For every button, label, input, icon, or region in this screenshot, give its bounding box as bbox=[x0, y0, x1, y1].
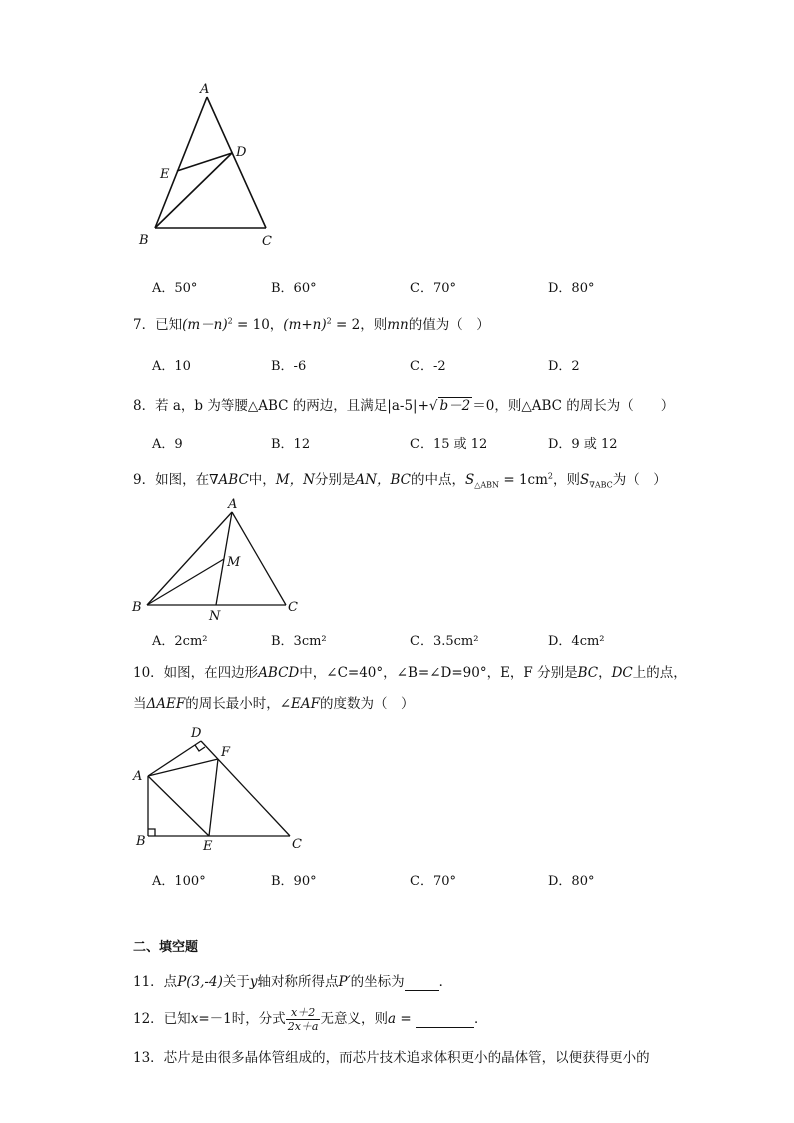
q7-stem: 7．已知$(m-n)^2 = 10$，$(m+n)^2 = 2$，则mn的值为（ ） bbox=[133, 316, 490, 333]
q10-segment-ef bbox=[209, 759, 218, 836]
q10-segment-ae bbox=[148, 776, 209, 836]
q7-option-a[interactable]: A．10 bbox=[152, 359, 191, 374]
q8-stem: 8．若 a，b 为等腰△ABC 的两边，且满足|a-5|+√ b－2 ＝0，则△ABC 的周长为（ ） bbox=[133, 398, 675, 414]
q9-label-b: B bbox=[132, 600, 142, 615]
q11-stem: 11．点P(3,-4)关于y轴对称所得点P′的坐标为 ． bbox=[133, 974, 453, 990]
q9-option-c[interactable]: C．3.5cm² bbox=[410, 634, 479, 649]
q12-fraction: $\frac{x+2}{2x+a}$ bbox=[287, 1006, 319, 1033]
q9-stem: 9．如图，在∇ABC中，M，N分别是AN，BC的中点，$S_{\triangle ABN} = 1cm^2$，则$S_{\nabla ABC}$为（ ） bbox=[133, 471, 667, 490]
q10-option-b[interactable]: B．90° bbox=[271, 874, 317, 889]
q11-answer-blank[interactable] bbox=[405, 974, 439, 991]
q9-label-a: A bbox=[228, 497, 238, 512]
section-title: 二、填空题 bbox=[133, 940, 199, 955]
q10-label-a: A bbox=[133, 769, 143, 784]
q13-stem: 13．芯片是由很多晶体管组成的，而芯片技术追求体积更小的晶体管，以便获得更小的 bbox=[133, 1050, 650, 1066]
q8-option-c[interactable]: C．15 或 12 bbox=[410, 437, 488, 452]
q8-option-b[interactable]: B．12 bbox=[271, 437, 311, 452]
q10-label-b: B bbox=[136, 834, 146, 849]
q10-segment-af bbox=[148, 759, 218, 776]
q10-label-e: E bbox=[203, 839, 213, 854]
q6-label-d: D bbox=[236, 145, 247, 160]
q10-stem-line2: 当ΔAEF的周长最小时，∠EAF的度数为（ ） bbox=[133, 696, 415, 712]
q9-label-m: M bbox=[227, 555, 241, 570]
q9-option-d[interactable]: D．4cm² bbox=[548, 634, 605, 649]
q6-label-a: A bbox=[200, 82, 210, 97]
q12-answer-blank[interactable] bbox=[416, 1011, 474, 1028]
q7-option-d[interactable]: D．2 bbox=[548, 359, 580, 374]
q12-stem: 12．已知x=－1时，分式 $\frac{x+2}{2x+a}$ 无意义，则a = ． bbox=[133, 1006, 488, 1033]
q6-label-c: C bbox=[262, 234, 272, 249]
q6-label-e: E bbox=[160, 167, 170, 182]
q10-right-angle-b-icon bbox=[148, 829, 155, 836]
q10-label-d: D bbox=[191, 726, 202, 741]
q6-label-b: B bbox=[139, 233, 149, 248]
q8-option-a[interactable]: A．9 bbox=[152, 437, 183, 452]
q10-label-c: C bbox=[292, 837, 302, 852]
q6-option-c[interactable]: C．70° bbox=[410, 281, 456, 296]
q9-option-b[interactable]: B．3cm² bbox=[271, 634, 327, 649]
q6-option-d[interactable]: D．80° bbox=[548, 281, 595, 296]
q8-option-d[interactable]: D．9 或 12 bbox=[548, 437, 618, 452]
q10-label-f: F bbox=[221, 745, 231, 760]
q10-option-c[interactable]: C．70° bbox=[410, 874, 456, 889]
q6-option-b[interactable]: B．60° bbox=[271, 281, 317, 296]
q7-option-c[interactable]: C．-2 bbox=[410, 359, 446, 374]
q10-stem-line1: 10．如图，在四边形ABCD中，∠C=40°，∠B=∠D=90°，E，F 分别是BC，DC上的点， bbox=[133, 665, 687, 681]
q7-expr1: (m－n) bbox=[182, 317, 228, 333]
q8-radicand: b－2 bbox=[439, 398, 471, 414]
q10-right-angle-d-icon bbox=[195, 745, 205, 751]
sqrt-sign-icon: √ bbox=[428, 398, 438, 414]
q6-option-a[interactable]: A．50° bbox=[152, 281, 198, 296]
q9-option-a[interactable]: A．2cm² bbox=[152, 634, 208, 649]
q9-label-c: C bbox=[288, 600, 298, 615]
q7-expr2: (m+n) bbox=[283, 317, 327, 333]
q10-option-d[interactable]: D．80° bbox=[548, 874, 595, 889]
q7-option-b[interactable]: B．-6 bbox=[271, 359, 307, 374]
q10-side-da bbox=[148, 741, 201, 776]
q9-label-n: N bbox=[209, 609, 221, 624]
q10-option-a[interactable]: A．100° bbox=[152, 874, 206, 889]
